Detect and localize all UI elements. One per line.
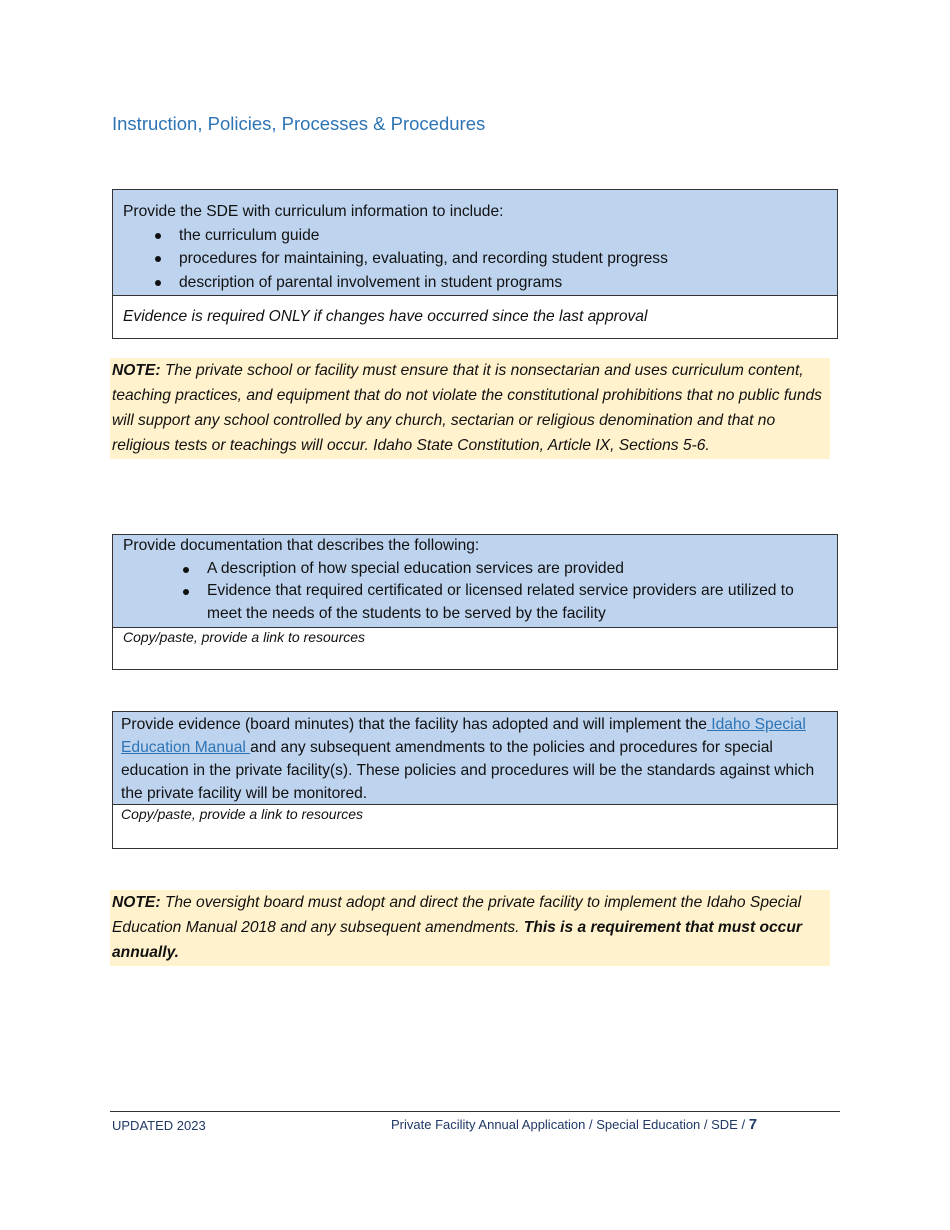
board-minutes-box [112, 711, 838, 849]
note-label: NOTE: [112, 362, 161, 379]
board-minutes-text-after: and any subsequent amendments to the policies and procedures for special education in the private facility(s). These policies and procedures will be the standards against which the private facility will be monitored. [121, 739, 815, 802]
board-minutes-response-field[interactable]: Copy/paste, provide a link to resources [121, 806, 364, 822]
footer-document-title [391, 1116, 757, 1133]
list-item: Evidence that required certificated or licensed related service providers are utilized to meet the needs of the students to be served by the facility [207, 580, 827, 625]
page-number: 7 [748, 1116, 758, 1133]
curriculum-intro: Provide the SDE with curriculum information to include: [123, 203, 504, 220]
board-minutes-prompt [113, 712, 837, 805]
documentation-response-field[interactable]: Copy/paste, provide a link to resources [123, 629, 366, 645]
oversight-board-note [110, 890, 830, 966]
curriculum-prompt [113, 190, 837, 296]
list-item: the curriculum guide [179, 224, 827, 248]
curriculum-box [112, 189, 838, 339]
curriculum-evidence-field[interactable]: Evidence is required ONLY if changes have occurred since the last approval [123, 308, 648, 325]
board-minutes-text-before: Provide evidence (board minutes) that the facility has adopted and will implement the [121, 716, 707, 733]
list-item: procedures for maintaining, evaluating, and recording student progress [179, 247, 827, 271]
note-requirement: This is a requirement that must occur annually. [112, 919, 802, 961]
idaho-special-education-manual-link[interactable]: Idaho Special Education Manual [121, 716, 806, 756]
note-text: The private school or facility must ensure that it is nonsectarian and uses curriculum content, teaching practices, and equipment that do not violate the constitutional prohibitions that no public funds will support any school controlled by any church, sectarian or religious denomination and that no religious tests or teachings will occur. Idaho State Constitution, Article IX, Sections 5-6. [112, 362, 822, 454]
footer-title-text: Private Facility Annual Application / Special Education / SDE / [391, 1117, 749, 1132]
section-heading: Instruction, Policies, Processes & Procedures [112, 113, 486, 134]
list-item: A description of how special education services are provided [207, 558, 827, 581]
documentation-intro: Provide documentation that describes the following: [123, 537, 480, 554]
list-item: description of parental involvement in student programs [179, 271, 827, 295]
note-text: The oversight board must adopt and direct the private facility to implement the Idaho Special Education Manual 2018 and any subsequent amendments. [112, 894, 802, 936]
footer-divider [110, 1111, 840, 1112]
curriculum-bullet-list [123, 224, 827, 295]
nonsectarian-note [110, 358, 830, 459]
note-label: NOTE: [112, 894, 161, 911]
documentation-prompt [113, 535, 837, 628]
documentation-bullet-list [123, 558, 827, 626]
special-education-documentation-box [112, 534, 838, 670]
footer-updated: UPDATED 2023 [112, 1118, 206, 1133]
